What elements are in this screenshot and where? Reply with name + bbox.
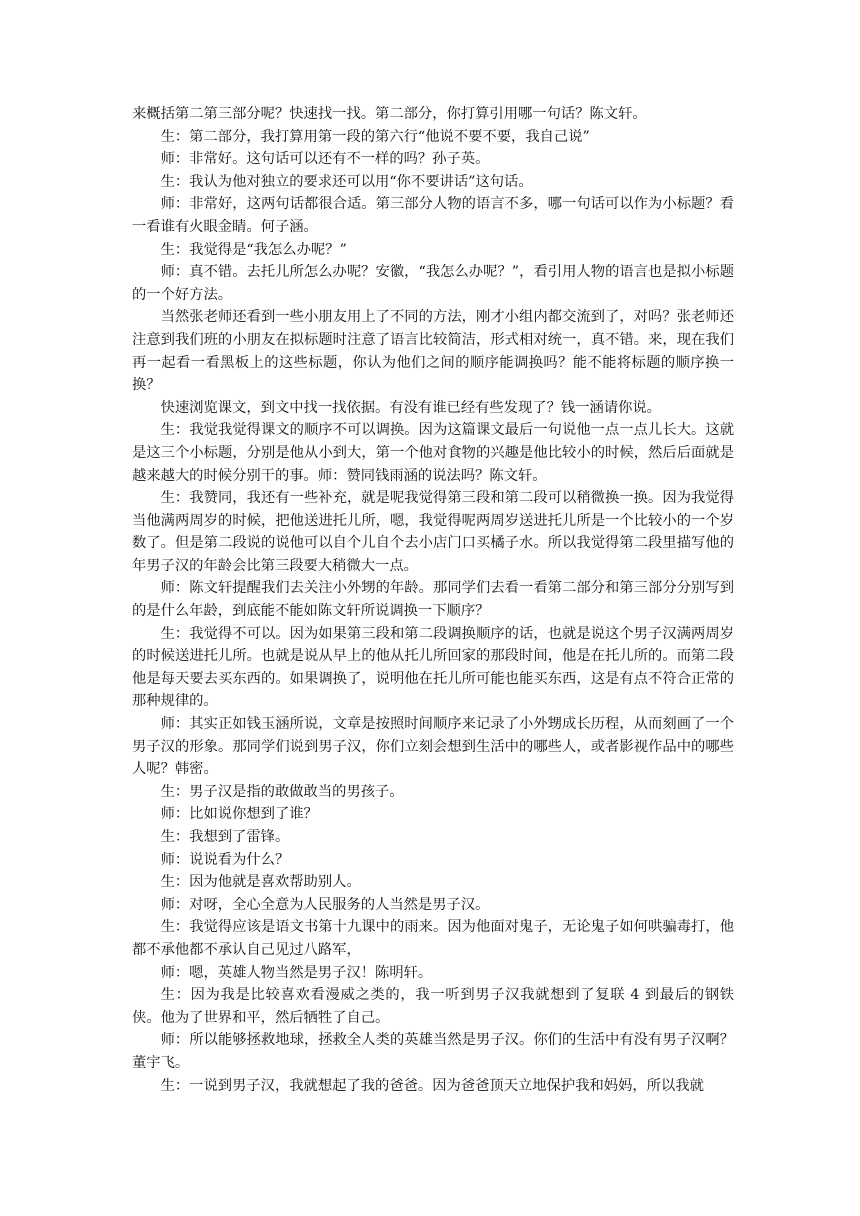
paragraph: 师：对呀，全心全意为人民服务的人当然是男子汉。 [160,896,490,913]
paragraph: 生：因为他就是喜欢帮助别人。 [160,874,361,891]
paragraph: 生：我赞同，我还有一些补充，就是呢我觉得第三段和第二段可以稍微换一换。因为我觉得当他满两周岁的时候，把他送进托儿所，嗯，我觉得呢两周岁送进托儿所是一个比较小的一个岁数了。但是第二段说的说他可以自个儿自个去小店门口买橘子水。所以我觉得第二段里描写他的年男子汉的年龄会比第三段要大稍微大一点。 [132,490,734,574]
paragraph: 生：我觉得应该是语文书第十九课中的雨来。因为他面对鬼子，无论鬼子如何哄骗毒打，他都不承他都不承认自己见过八路军， [132,919,734,958]
paragraph: 来概括第二第三部分呢？快速找一找。第二部分，你打算引用哪一句话？陈文轩。 [132,106,647,122]
paragraph: 生：因为我是比较喜欢看漫威之类的，我一听到男子汉我就想到了复联 4 到最后的钢铁侠。他为了世界和平，然后牺牲了自己。 [132,987,734,1026]
paragraph: 师：真不错。去托儿所怎么办呢？安徽，“我怎么办呢？”，看引用人物的语言也是拟小标题的一个好方法。 [132,264,734,303]
paragraph: 师：非常好。这句话可以还有不一样的吗？孙子英。 [160,151,490,168]
paragraph: 师：比如说你想到了谁？ [160,806,318,823]
paragraph: 快速浏览课文，到文中找一找依据。有没有谁已经有些发现了？钱一涵请你说。 [160,399,661,416]
paragraph: 生：我觉得不可以。因为如果第三段和第二段调换顺序的话，也就是说这个男子汉满两周岁的时候送进托儿所。也就是说从早上的他从托儿所回家的那段时间，他是在托儿所的。而第二段他是每天要去买东西的。如果调换了，说明他在托儿所可能也能买东西，这是有点不符合正常的那种规律的。 [132,625,734,710]
paragraph: 生：一说到男子汉，我就想起了我的爸爸。因为爸爸顶天立地保护我和妈妈，所以我就 [160,1077,704,1094]
paragraph: 生：我觉我觉得课文的顺序不可以调换。因为这篇课文最后一句说他一点一点儿长大。这就是这三个小标题，分别是他从小到大，第一个他对食物的兴趣是他比较小的时候，然后后面就是越来越大的时候分别干的事。师：赞同钱雨涵的说法吗？陈文轩。 [132,422,734,484]
paragraph: 生：我想到了雷锋。 [160,829,290,845]
paragraph: 师：说说看为什么？ [160,851,290,868]
paragraph: 生：我觉得是“我怎么办呢？” [160,241,347,258]
paragraph: 师：嗯，英雄人物当然是男子汉！陈明轩。 [160,964,433,981]
paragraph: 生：我认为他对独立的要求还可以用“你不要讲话”这句话。 [160,173,533,190]
paragraph: 师：非常好，这两句话都很合适。第三部分人物的语言不多，哪一句话可以作为小标题？看一看谁有火眼金睛。何子涵。 [132,196,734,235]
paragraph: 生：男子汉是指的敢做敢当的男孩子。 [160,783,404,800]
paragraph: 师：陈文轩提醒我们去关注小外甥的年龄。那同学们去看一看第二部分和第三部分分别写到的是什么年龄，到底能不能如陈文轩所说调换一下顺序？ [132,580,734,620]
paragraph: 当然张老师还看到一些小朋友用上了不同的方法，刚才小组内都交流到了，对吗？张老师还注意到我们班的小朋友在拟标题时注意了语言比较简洁，形式相对统一，真不错。来，现在我们再一起看一看黑板上的这些标题，你认为他们之间的顺序能调换吗？能不能将标题的顺序换一换？ [132,309,734,394]
paragraph: 师：所以能够拯救地球，拯救全人类的英雄当然是男子汉。你们的生活中有没有男子汉啊？董宇飞。 [132,1032,734,1071]
document-page [132,103,734,1097]
paragraph: 师：其实正如钱玉涵所说，文章是按照时间顺序来记录了小外甥成长历程，从而刻画了一个男子汉的形象。那同学们说到男子汉，你们立刻会想到生活中的哪些人，或者影视作品中的哪些人呢？韩密。 [132,716,734,778]
paragraph: 生：第二部分，我打算用第一段的第六行“他说不要不要，我自己说” [160,128,590,145]
